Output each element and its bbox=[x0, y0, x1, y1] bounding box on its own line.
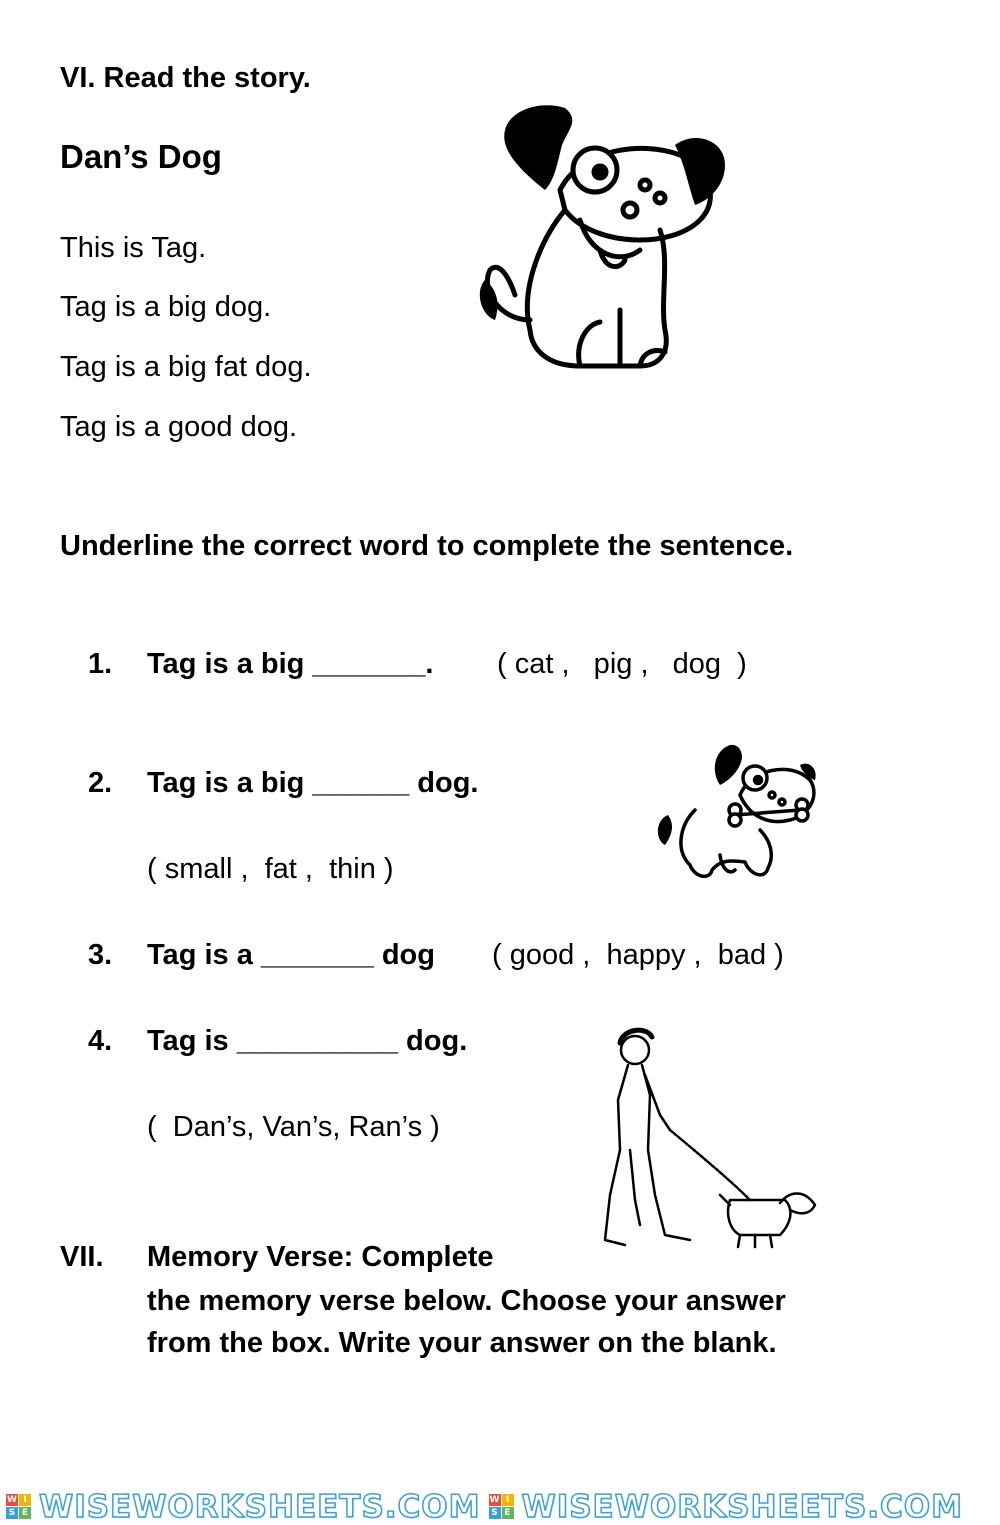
instruction-text: Underline the correct word to complete the sentence. bbox=[60, 530, 794, 562]
brand-text: WISEWORKSHEETS.COM bbox=[521, 1488, 963, 1525]
question-number: 1. bbox=[88, 648, 113, 680]
answer-choices: ( small , fat , thin ) bbox=[147, 853, 394, 885]
story-line: Tag is a good dog. bbox=[60, 411, 298, 443]
footer-watermark bbox=[0, 1488, 1000, 1525]
story-title: Dan’s Dog bbox=[60, 138, 222, 175]
story-line: This is Tag. bbox=[60, 232, 207, 264]
sitting-dog-illustration bbox=[470, 90, 730, 375]
question-number: 4. bbox=[88, 1025, 113, 1057]
man-walking-dog-illustration bbox=[590, 1025, 820, 1255]
question-text: Tag is a big _______. bbox=[147, 648, 434, 680]
answer-choices: ( Dan’s, Van’s, Ran’s ) bbox=[147, 1111, 440, 1143]
brand-text: WISEWORKSHEETS.COM bbox=[39, 1488, 481, 1525]
brand-logo-icon: W I S E bbox=[489, 1494, 514, 1519]
question-text: Tag is a _______ dog bbox=[147, 939, 435, 971]
section-number: VII. bbox=[60, 1241, 104, 1273]
question-number: 3. bbox=[88, 939, 113, 971]
memory-verse-line: the memory verse below. Choose your answer bbox=[147, 1285, 786, 1317]
section-heading: VI. Read the story. bbox=[60, 62, 311, 94]
answer-choices: ( good , happy , bad ) bbox=[492, 939, 784, 971]
memory-verse-line: from the box. Write your answer on the blank. bbox=[147, 1327, 777, 1359]
question-text: Tag is a big ______ dog. bbox=[147, 767, 479, 799]
memory-verse-line: Memory Verse: Complete bbox=[147, 1241, 494, 1273]
question-text: Tag is __________ dog. bbox=[147, 1025, 468, 1057]
story-line: Tag is a big fat dog. bbox=[60, 351, 312, 383]
dog-with-bone-illustration bbox=[650, 740, 820, 885]
story-line: Tag is a big dog. bbox=[60, 291, 272, 323]
brand-logo-icon: W I S E bbox=[6, 1494, 31, 1519]
answer-choices: ( cat , pig , dog ) bbox=[497, 648, 747, 680]
question-number: 2. bbox=[88, 767, 113, 799]
